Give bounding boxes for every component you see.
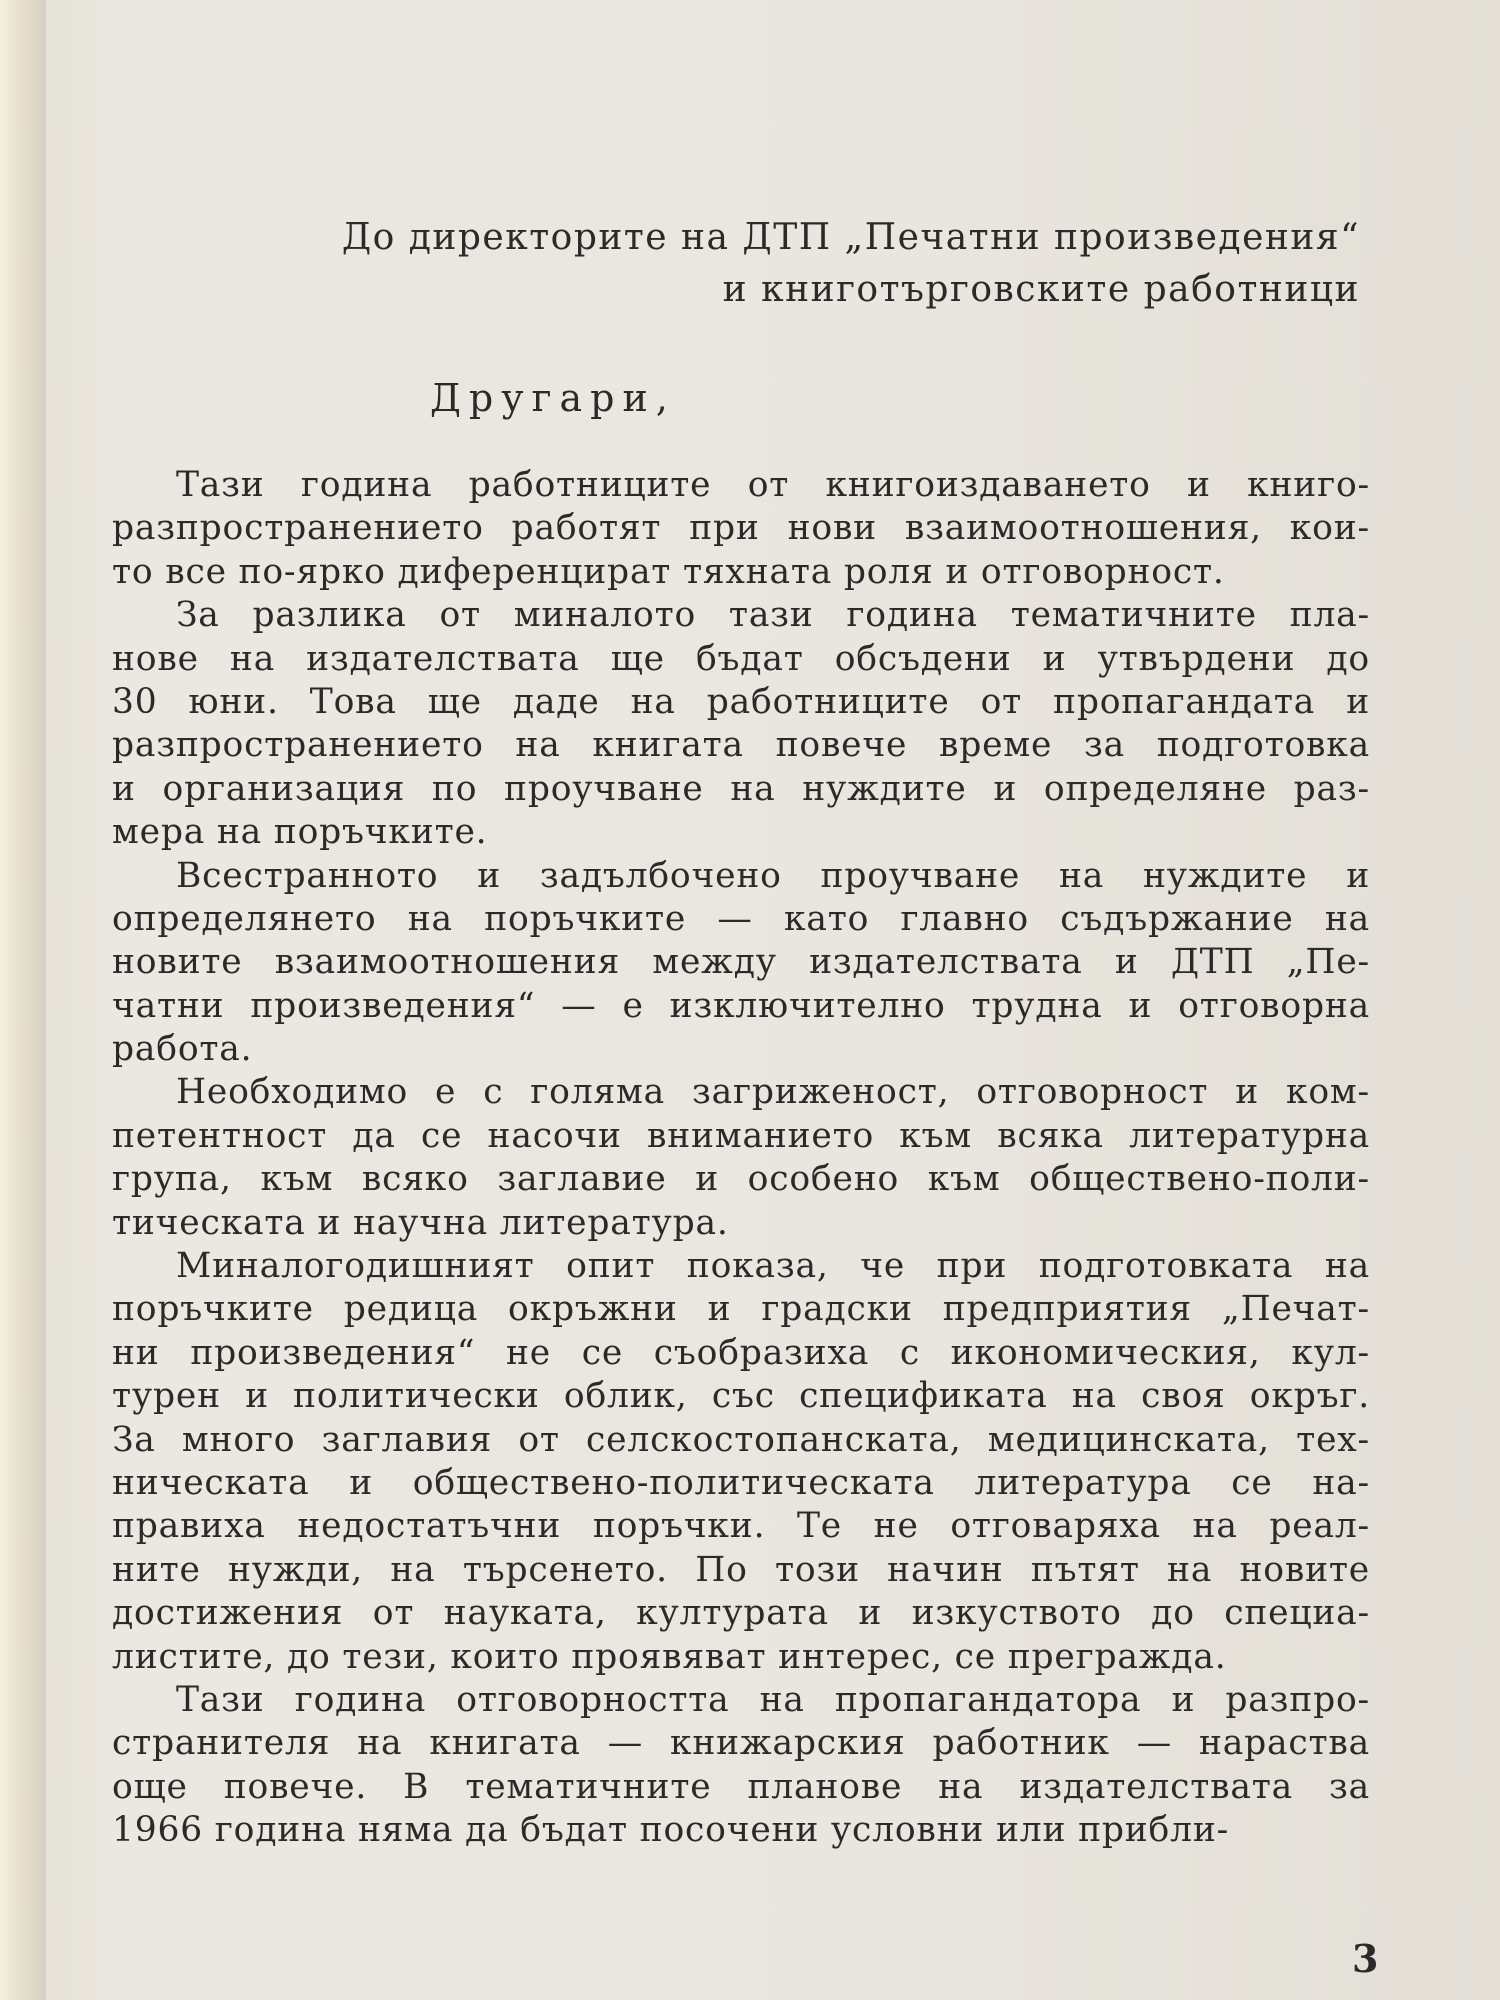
text-line: работа. bbox=[112, 1029, 253, 1070]
text-line: За много заглавия от селскостопанската, медицинската, тех- bbox=[112, 1419, 1370, 1460]
text-line: група, към всяко заглавие и особено към обществено-поли- bbox=[112, 1159, 1370, 1200]
paragraph bbox=[112, 594, 1370, 854]
text-line: Миналогодишният опит показа, че при подготовката на bbox=[176, 1246, 1370, 1287]
text-line: ните нужди, на търсенето. По този начин пътят на новите bbox=[112, 1549, 1370, 1590]
text-line: то все по-ярко диференцират тяхната роля и отговорност. bbox=[112, 551, 1225, 592]
text-line: За разлика от миналото тази година тематичните пла- bbox=[176, 595, 1370, 636]
text-line: Необходимо е с голяма загриженост, отговорност и ком- bbox=[176, 1072, 1370, 1113]
paragraph bbox=[112, 855, 1370, 1072]
text-line: 30 юни. Това ще даде на работниците от пропагандата и bbox=[112, 681, 1370, 722]
greeting: Другари, bbox=[430, 376, 676, 420]
text-line: още повече. В тематичните планове на издателствата за bbox=[112, 1766, 1370, 1807]
text-line: тическата и научна литература. bbox=[112, 1202, 729, 1243]
text-line: странителя на книгата — книжарския работник — нараства bbox=[112, 1723, 1370, 1764]
text-line: разпространението на книгата повече време за подготовка bbox=[112, 725, 1370, 766]
text-line: ни произведения“ не се съобразиха с икономическия, кул- bbox=[112, 1332, 1370, 1373]
text-line: и организация по проучване на нуждите и определяне раз- bbox=[112, 768, 1370, 809]
page-number: 3 bbox=[1352, 1936, 1379, 1981]
paragraph bbox=[112, 1245, 1370, 1679]
text-line: петентност да се насочи вниманието към всяка литературна bbox=[112, 1115, 1370, 1156]
text-line: Тази година работниците от книгоиздаването и книго- bbox=[176, 465, 1370, 505]
paragraph bbox=[112, 1071, 1370, 1245]
paragraph bbox=[112, 464, 1370, 594]
address-line-2: и книготърговските работници bbox=[722, 269, 1360, 310]
text-line: правиха недостатъчни поръчки. Те не отговаряха на реал- bbox=[112, 1506, 1370, 1547]
text-line: достижения от науката, културата и изкуството до специа- bbox=[112, 1593, 1370, 1634]
text-line: Всестранното и задълбочено проучване на нуждите и bbox=[176, 855, 1370, 896]
text-line: определянето на поръчките — като главно съдържание на bbox=[112, 898, 1370, 939]
text-line: листите, до тези, които проявяват интерес, се преграждa. bbox=[112, 1636, 1227, 1677]
text-line: новите взаимоотношения между издателствата и ДТП „Пе- bbox=[112, 942, 1370, 983]
text-line: турен и политически облик, със спецификата на своя окръг. bbox=[112, 1376, 1370, 1417]
text-line: 1966 година няма да бъдат посочени условни или прибли- bbox=[112, 1810, 1230, 1851]
text-line: мера на поръчките. bbox=[112, 812, 488, 853]
text-line: ническата и обществено-политическата литература се на- bbox=[112, 1462, 1370, 1503]
text-line: чатни произведения“ — е изключително трудна и отговорна bbox=[112, 985, 1370, 1026]
paragraph bbox=[112, 1679, 1370, 1853]
text-line: поръчките редица окръжни и градски предприятия „Печат- bbox=[112, 1289, 1370, 1330]
text-line: Тази година отговорността на пропагандатора и разпро- bbox=[176, 1679, 1370, 1720]
text-line: разпространението работят при нови взаимоотношения, кои- bbox=[112, 508, 1370, 549]
body-text bbox=[112, 464, 1370, 1853]
text-line: нове на издателствата ще бъдат обсъдени и утвърдени до bbox=[112, 638, 1370, 679]
address-block bbox=[260, 212, 1360, 316]
spine-shadow bbox=[0, 0, 46, 2000]
address-line-1: До директорите на ДТП „Печатни произведения“ bbox=[341, 217, 1360, 258]
